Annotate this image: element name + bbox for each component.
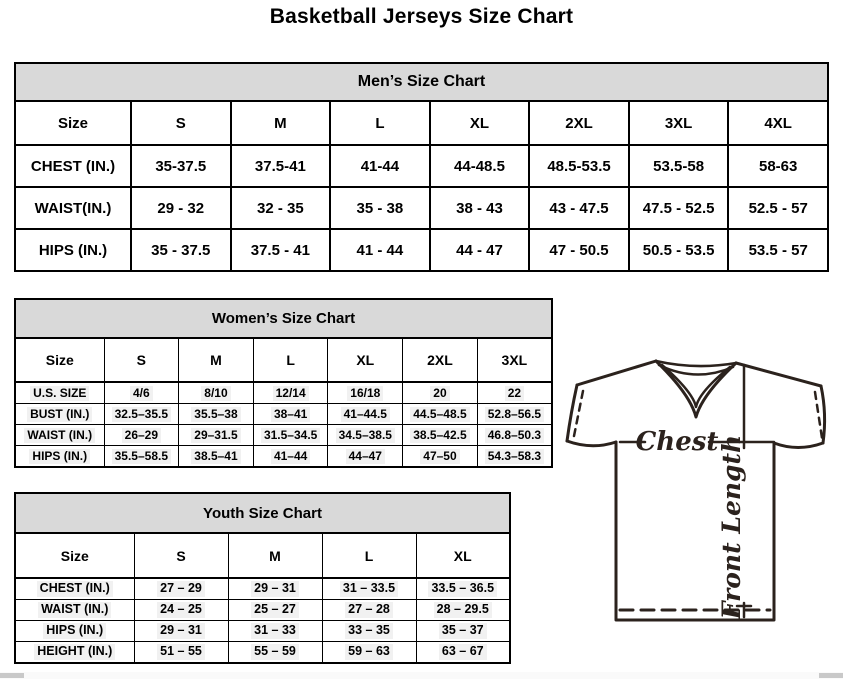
cuff-stitch-dashed-line [815,392,822,438]
row-label [15,600,134,621]
scrollbar-right-thumb[interactable] [819,673,843,678]
value-text: 44.5–48.5 [410,407,469,422]
row-label: WAIST(IN.) [15,187,131,229]
jersey-outline [577,361,656,385]
value-text: 32.5–35.5 [112,407,171,422]
size-value-cell: 29 - 32 [131,187,231,229]
size-col-header: L [253,338,328,382]
size-value-cell [179,382,254,404]
collar-outline [656,361,736,366]
size-value-cell [416,578,510,600]
mens-table-title: Men’s Size Chart [15,63,828,101]
value-text: 29 – 31 [157,623,205,639]
row-label-text: WAIST (IN.) [24,428,95,443]
size-value-cell [134,600,228,621]
value-text: 35.5–58.5 [112,449,171,464]
value-text: 35 – 37 [439,623,487,639]
size-value-cell [253,382,328,404]
value-text: 46.8–50.3 [485,428,544,443]
size-value-cell: 47.5 - 52.5 [629,187,729,229]
size-value-cell: 43 - 47.5 [529,187,629,229]
size-value-cell [403,382,478,404]
size-value-cell [228,578,322,600]
size-col-header: M [228,533,322,578]
mens-size-table [14,62,829,272]
size-col-header: 2XL [529,101,629,145]
size-value-cell: 50.5 - 53.5 [629,229,729,271]
size-value-cell [104,446,179,468]
size-value-cell: 32 - 35 [231,187,331,229]
size-value-cell: 35-37.5 [131,145,231,187]
row-label: CHEST (IN.) [15,145,131,187]
row-label [15,621,134,642]
size-value-cell: 58-63 [728,145,828,187]
value-text: 20 [430,386,449,401]
size-value-cell: 53.5-58 [629,145,729,187]
size-col-header: 2XL [403,338,478,382]
row-label [15,404,104,425]
row-label-text: U.S. SIZE [30,386,89,401]
size-value-cell [322,600,416,621]
value-text: 33.5 – 36.5 [428,581,497,597]
value-text: 38–41 [271,407,310,422]
value-text: 51 – 55 [157,644,205,660]
size-value-cell: 37.5 - 41 [231,229,331,271]
value-text: 24 – 25 [157,602,205,618]
size-value-cell [416,642,510,664]
size-value-cell: 41 - 44 [330,229,430,271]
value-text: 8/10 [201,386,230,401]
size-value-cell [253,446,328,468]
size-value-cell [328,425,403,446]
value-text: 38.5–41 [191,449,240,464]
size-col-header: Size [15,338,104,382]
size-value-cell [416,621,510,642]
row-label-text: BUST (IN.) [27,407,92,422]
size-value-cell [228,600,322,621]
horizontal-scrollbar[interactable] [0,672,843,679]
size-col-header: L [330,101,430,145]
row-label: HIPS (IN.) [15,229,131,271]
value-text: 29 – 31 [251,581,299,597]
value-text: 16/18 [347,386,383,401]
row-label [15,425,104,446]
scrollbar-left-thumb[interactable] [0,673,24,678]
size-col-header: L [322,533,416,578]
row-label [15,446,104,468]
size-value-cell [179,446,254,468]
size-value-cell: 47 - 50.5 [529,229,629,271]
size-value-cell [416,600,510,621]
size-col-header: S [134,533,228,578]
value-text: 41–44.5 [341,407,390,422]
value-text: 29–31.5 [191,428,240,443]
size-value-cell [228,621,322,642]
value-text: 4/6 [130,386,153,401]
size-col-header: XL [328,338,403,382]
size-col-header: 3XL [477,338,552,382]
size-value-cell [322,642,416,664]
size-value-cell [322,621,416,642]
value-text: 52.8–56.5 [485,407,544,422]
page-title: Basketball Jerseys Size Chart [269,5,574,28]
value-text: 27 – 29 [157,581,205,597]
size-value-cell [403,446,478,468]
size-col-header: S [131,101,231,145]
value-text: 34.5–38.5 [336,428,395,443]
row-label-text: HIPS (IN.) [29,449,90,464]
size-col-header: M [231,101,331,145]
value-text: 47–50 [420,449,459,464]
size-col-header: S [104,338,179,382]
value-text: 54.3–58.3 [485,449,544,464]
size-value-cell [104,404,179,425]
size-value-cell [253,404,328,425]
size-col-header: XL [416,533,510,578]
size-value-cell [104,425,179,446]
value-text: 28 – 29.5 [434,602,492,618]
value-text: 31 – 33 [251,623,299,639]
value-text: 31 – 33.5 [340,581,398,597]
womens-table-title: Women’s Size Chart [15,299,552,338]
size-col-header: Size [15,101,131,145]
size-value-cell [328,382,403,404]
size-value-cell [134,642,228,664]
row-label [15,642,134,664]
size-value-cell: 44 - 47 [430,229,530,271]
size-value-cell: 37.5-41 [231,145,331,187]
value-text: 55 – 59 [251,644,299,660]
size-value-cell [328,446,403,468]
size-value-cell: 38 - 43 [430,187,530,229]
row-label-text: HEIGHT (IN.) [34,644,115,660]
size-col-header: M [179,338,254,382]
size-value-cell [477,382,552,404]
size-value-cell: 35 - 37.5 [131,229,231,271]
size-value-cell [328,404,403,425]
value-text: 26–29 [122,428,161,443]
size-value-cell [104,382,179,404]
value-text: 22 [505,386,524,401]
value-text: 25 – 27 [251,602,299,618]
size-col-header: 4XL [728,101,828,145]
size-col-header: Size [15,533,134,578]
size-value-cell [179,425,254,446]
size-value-cell: 41-44 [330,145,430,187]
value-text: 31.5–34.5 [261,428,320,443]
size-value-cell: 48.5-53.5 [529,145,629,187]
front-length-label: Front Length [717,434,746,620]
value-text: 38.5–42.5 [410,428,469,443]
value-text: 12/14 [273,386,309,401]
size-value-cell: 35 - 38 [330,187,430,229]
chest-label: Chest [635,427,719,457]
womens-size-table [14,298,553,468]
size-value-cell [253,425,328,446]
value-text: 33 – 35 [345,623,393,639]
size-value-cell [403,425,478,446]
size-value-cell [228,642,322,664]
row-label-text: HIPS (IN.) [43,623,106,639]
row-label-text: WAIST (IN.) [38,602,111,618]
row-label [15,578,134,600]
value-text: 41–44 [271,449,310,464]
size-value-cell [322,578,416,600]
size-value-cell [134,578,228,600]
size-col-header: XL [430,101,530,145]
youth-size-table [14,492,511,664]
size-col-header: 3XL [629,101,729,145]
jersey-measurement-diagram [557,354,841,636]
value-text: 59 – 63 [345,644,393,660]
youth-table-title: Youth Size Chart [15,493,510,533]
row-label [15,382,104,404]
size-value-cell [179,404,254,425]
value-text: 63 – 67 [439,644,487,660]
size-value-cell [477,446,552,468]
value-text: 27 – 28 [345,602,393,618]
value-text: 35.5–38 [191,407,240,422]
size-value-cell [477,404,552,425]
row-label-text: CHEST (IN.) [37,581,113,597]
size-value-cell [477,425,552,446]
size-value-cell [403,404,478,425]
value-text: 44–47 [346,449,385,464]
size-value-cell: 53.5 - 57 [728,229,828,271]
size-value-cell: 52.5 - 57 [728,187,828,229]
size-value-cell: 44-48.5 [430,145,530,187]
size-value-cell [134,621,228,642]
